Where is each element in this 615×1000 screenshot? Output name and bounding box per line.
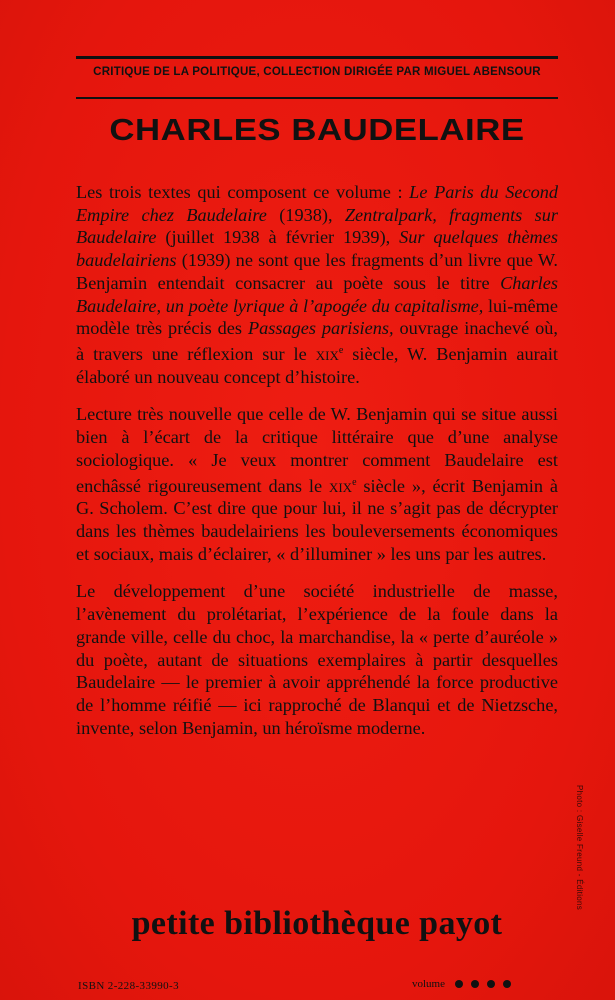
volume-label: volume: [412, 978, 445, 990]
p2-text-d: siècle », écrit Benjamin à G. Scholem. C’est dire que pour lui, il ne s’agit pas de décrypter dans les thèmes baudelairiens les bouleversements économiques et sociaux, mais d’éclairer, « d’illuminer » les uns par les autres.: [76, 475, 558, 564]
p1-text-e: (juillet 1938 à février 1939),: [156, 227, 400, 248]
p1-text-g: (1939) ne sont que les fragments d’un livre que W. Benjamin entendait consacrer au poète sous le titre: [76, 250, 558, 293]
isbn: ISBN 2-228-33990-3: [78, 980, 180, 992]
p1-title-charles-baudelaire: Charles Baudelaire, un poète lyrique à l’apogée du capitalisme,: [76, 272, 558, 316]
p1-text-i: lui-même modèle très précis des: [76, 295, 558, 339]
blurb-paragraph-2: [76, 403, 558, 565]
volume-dot: [487, 980, 495, 988]
p2-century-sup: e: [352, 476, 357, 488]
blurb: [76, 181, 558, 739]
volume-dot: [503, 980, 511, 988]
volume-dot: [471, 980, 479, 988]
p1-title-zentralpark: Zentralpark, fragments sur Baudelaire: [76, 204, 558, 248]
p1-century: xix: [315, 344, 339, 365]
p1-title-passages: Passages parisiens,: [247, 318, 394, 339]
p1-text-c: (1938),: [266, 204, 345, 225]
p2-century: xix: [328, 475, 353, 496]
blurb-paragraph-3: Le développement d’une société industrielle de masse, l’avènement du prolétariat, l’expérience de la foule dans la grande ville, celle du choc, la marchandise, la « perte d’auréole » du poète, autant de situations exemplaires à partir desquelles Baudelaire — le premier à avoir appréhendé la force productive de l’homme réifié — ici rapproché de Blanqui et de Nietzsche, invente, selon Benjamin, un héroïsme moderne.: [76, 581, 558, 738]
photo-credit: Photo : Giselle Freund - Éditions: [575, 785, 584, 911]
publisher-name: petite bibliothèque payot: [131, 905, 503, 942]
volume-dot: [455, 980, 463, 988]
p1-text-n: siècle, W. Benjamin aurait élaboré un nouveau concept d’histoire.: [76, 344, 558, 387]
p1-century-sup: e: [338, 344, 344, 356]
p1-text-k: ouvrage inachevé où, à travers une réflexion sur le: [76, 318, 558, 365]
volume-dots: [455, 980, 511, 988]
volume-indicator: [412, 978, 511, 990]
p1-title-themes: Sur quelques thèmes baudelairiens: [76, 227, 558, 271]
blurb-paragraph-1: [76, 181, 558, 388]
p1-text-a: Les trois textes qui composent ce volume :: [76, 182, 410, 202]
series-rule: [76, 97, 558, 99]
author-title: CHARLES BAUDELAIRE: [109, 112, 525, 147]
series-line: CRITIQUE DE LA POLITIQUE, COLLECTION DIRIGÉE PAR MIGUEL ABENSOUR: [93, 64, 541, 78]
top-rule: [76, 56, 558, 59]
p2-text-a: Lecture très nouvelle que celle de W. Benjamin qui se situe aussi bien à l’écart de la critique littéraire que d’une analyse sociologique. « Je veux montrer comment Baudelaire est enchâssé rigoureusement dans le: [76, 404, 558, 496]
p1-title-paris: Le Paris du Second Empire chez Baudelaire: [76, 182, 558, 225]
